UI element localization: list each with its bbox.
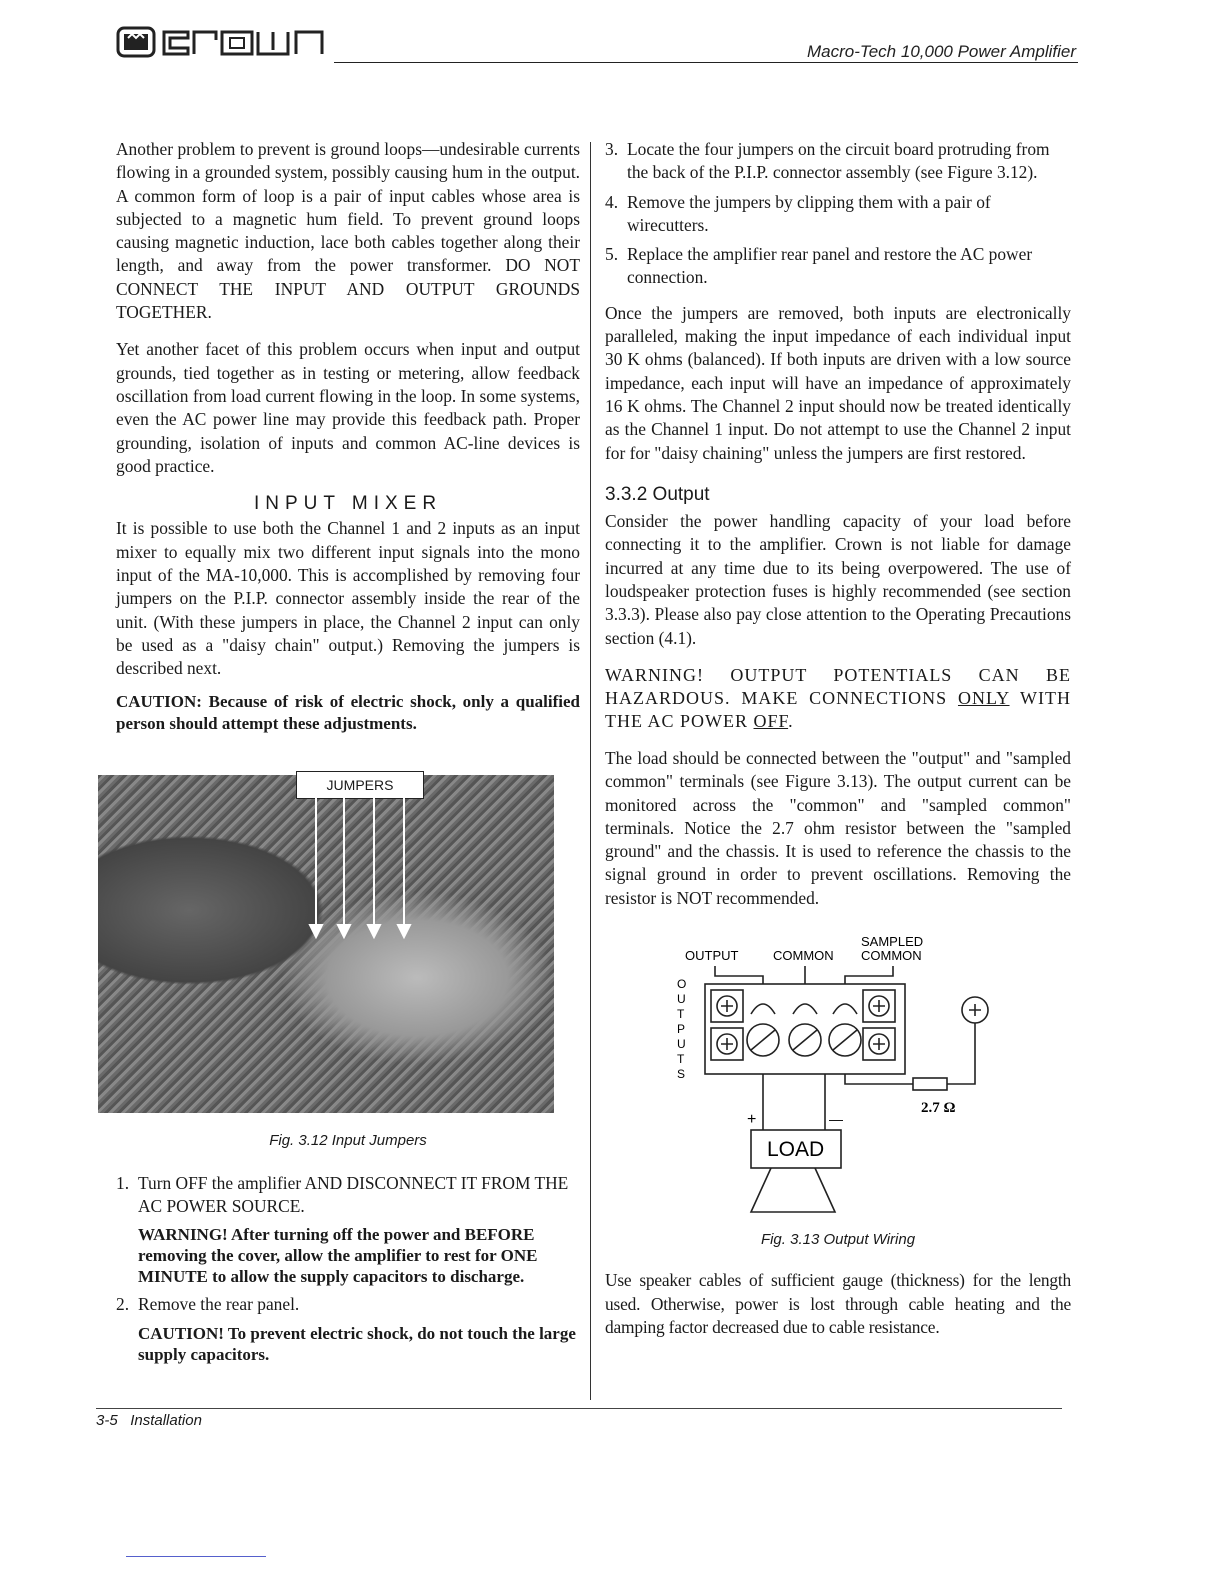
right-column [605, 138, 1071, 1353]
step-number: 1. [116, 1172, 130, 1193]
document-title: Macro-Tech 10,000 Power Amplifier [807, 42, 1076, 61]
paragraph-speaker-cables: Use speaker cables of sufficient gauge (thickness) for the length used. Otherwise, power is lost through cable heating and the damping factor decreased due to cable resistance. [605, 1270, 1071, 1337]
step-caution: CAUTION! To prevent electric shock, do not touch the large supply capacitors. [138, 1323, 576, 1364]
step-text: Remove the rear panel. [138, 1294, 300, 1315]
column-divider [590, 142, 591, 1400]
page-footer [96, 1412, 202, 1429]
list-item [605, 138, 1071, 185]
step-number: 4. [605, 191, 619, 212]
list-item [605, 243, 1071, 290]
warning-text: WARNING! OUTPUT POTENTIALS CAN BE HAZARDOUS. MAKE CONNECTIONS [605, 664, 1071, 708]
crown-logo-icon [116, 22, 330, 62]
figure-3-12-caption: Fig. 3.12 Input Jumpers [269, 1131, 427, 1149]
steps-list-right [605, 138, 1071, 290]
left-column [116, 138, 580, 1377]
outputs-vertical-label [677, 977, 686, 1081]
svg-text:T: T [677, 1052, 685, 1067]
svg-text:O: O [677, 977, 687, 992]
list-item [605, 191, 1071, 238]
paragraph-ground-loops: Another problem to prevent is ground loops—undesirable currents flowing in a grounded system, possibly causing hum in the output. A common form of loop is a pair of input cables whose area is subjected to a magnetic hum field. To prevent ground loops causing magnetic induction, lace both cables together along their length, and away from the power transformer. DO NOT CONNECT THE INPUT AND OUTPUT GROUNDS TOGETHER. [116, 139, 580, 323]
caution-qualified-person: CAUTION: Because of risk of electric shock, only a qualified person should attempt these adjustments. [116, 691, 580, 733]
figure-3-13-caption: Fig. 3.13 Output Wiring [760, 1231, 916, 1249]
footer-rule [96, 1408, 1062, 1409]
output-wiring-diagram [675, 924, 1005, 1224]
list-item [116, 1172, 580, 1288]
output-label: OUTPUT [685, 948, 739, 964]
bottom-rule [126, 1556, 266, 1557]
footer-section: Installation [130, 1412, 202, 1429]
paragraph-load-capacity: Consider the power handling capacity of your load before connecting it to the amplifier. Crown is not liable for damage incurred at any time due to its being overpowered. The use of loudspeaker protection fuses is highly recommended (see section 3.3.3). Please also pay close attention to the Operating Precautions section (4.1). [605, 511, 1071, 648]
load-label: LOAD [767, 1138, 825, 1162]
svg-text:P: P [677, 1022, 686, 1037]
jumpers-callout: JUMPERS [296, 771, 424, 799]
step-text: Locate the four jumpers on the circuit board protruding from the back of the P.I.P. connector assembly (see Figure 3.12). [627, 139, 1050, 183]
svg-text:crown: crown [116, 22, 119, 23]
figure-3-12 [98, 775, 558, 1113]
paragraph-input-mixer: It is possible to use both the Channel 1 and 2 inputs as an input mixer to equally mix two different input signals into the mono input of the MA-10,000. This is accomplished by removing four jumpers on the P.I.P. connector assembly inside the rear of the unit. (With these jumpers in place, the Channel 2 input can only be used as a "daisy chain" output.) Removing the jumpers is described next. [116, 518, 580, 679]
svg-text:U: U [677, 1037, 686, 1052]
resistor-label: 2.7 Ω [921, 1100, 956, 1117]
common-label: COMMON [773, 948, 834, 964]
warning-text: . [788, 710, 794, 731]
step-number: 5. [605, 244, 619, 265]
paragraph-jumpers-removed: Once the jumpers are removed, both inputs are electronically paralleled, making the input impedance of each individual input 30 K ohms (balanced). If both inputs are driven with a low source impedance, each input will have an impedance of approximately 16 K ohms. The Channel 2 input should now be treated identically as the Channel 1 input. Do not attempt to use the Channel 2 input for for "daisy chaining" unless the jumpers are first restored. [605, 302, 1071, 463]
paragraph-load-connection: The load should be connected between the "output" and "sampled common" terminals (see Figure 3.13). The output current can be monitored across the "common" and "sampled common" terminals. Notice the 2.7 ohm resistor between the "sampled ground" and the chassis. It is used to reference the chassis to the signal ground in order to prevent oscillations. Removing the resistor is NOT recommended. [605, 747, 1071, 908]
warning-text: WITH THE AC POWER [605, 687, 1071, 731]
step-text: Turn OFF the amplifier AND DISCONNECT IT FROM THE AC POWER SOURCE. [138, 1172, 569, 1217]
step-number: 3. [605, 139, 619, 159]
warning-output-potentials [605, 664, 1071, 733]
input-mixer-heading: INPUT MIXER [253, 493, 443, 515]
minus-sign: — [829, 1111, 843, 1128]
svg-text:U: U [677, 992, 686, 1007]
plus-sign: + [747, 1111, 757, 1129]
page-header [116, 22, 1078, 66]
step-warning: WARNING! After turning off the power and BEFORE removing the cover, allow the amplifier to rest for ONE MINUTE to allow the supply capacitors to discharge. [138, 1225, 538, 1287]
header-rule [334, 62, 1078, 63]
step-number: 2. [116, 1294, 130, 1315]
svg-text:T: T [677, 1007, 685, 1022]
svg-text:S: S [677, 1067, 686, 1082]
steps-list-left [116, 1172, 580, 1365]
input-jumpers-photo [98, 775, 554, 1113]
output-heading: 3.3.2 Output [605, 483, 710, 505]
step-text: Remove the jumpers by clipping them with a pair of wirecutters. [627, 191, 991, 235]
warning-off: OFF [753, 710, 789, 731]
page-number: 3-5 [96, 1412, 118, 1429]
paragraph-feedback: Yet another facet of this problem occurs when input and output grounds, tied together as in testing or metering, allow feedback oscillation from load current flowing in the loop. In some systems, even the AC power line may provide this feedback path. Proper grounding, isolation of inputs and common AC-line devices is good practice. [116, 339, 580, 476]
sampled-common-label: COMMON [861, 948, 922, 964]
step-text: Replace the amplifier rear panel and restore the AC power connection. [627, 244, 1033, 288]
sampled-label: SAMPLED [861, 934, 924, 950]
list-item [116, 1293, 580, 1364]
warning-only: ONLY [957, 687, 1010, 708]
